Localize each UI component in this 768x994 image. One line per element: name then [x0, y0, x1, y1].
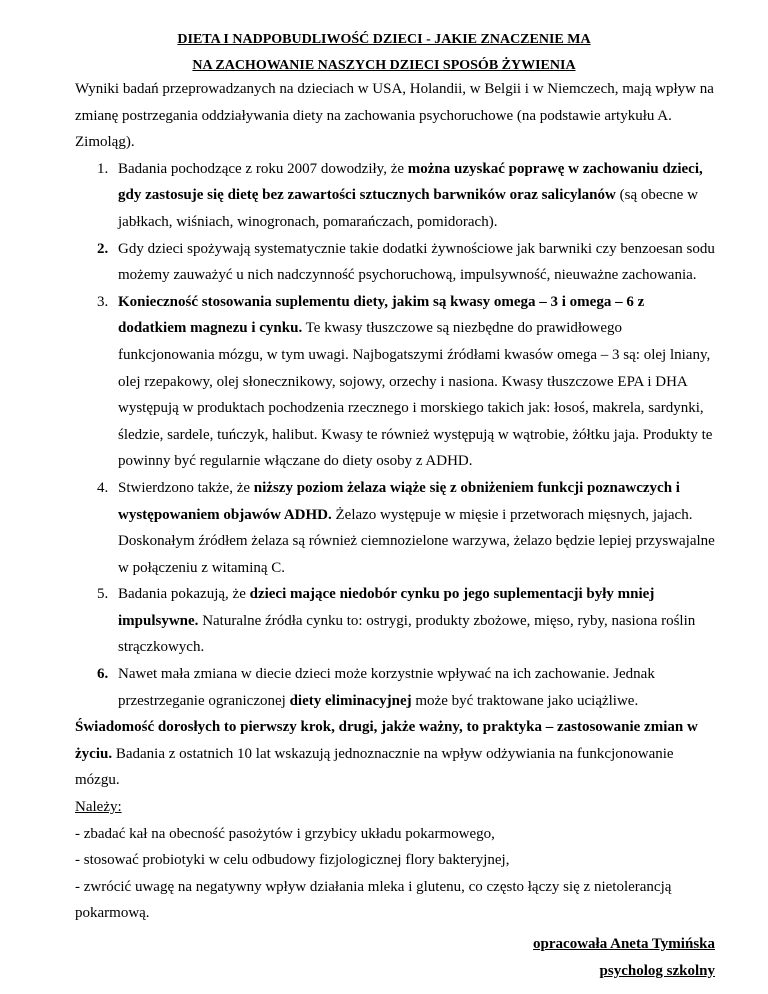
item-bold-text: Konieczność stosowania suplementu diety, jakim są kwasy omega – 3 i omega – 6 z dodatkiem magnezu i cynku.: [118, 293, 645, 337]
findings-list: [75, 156, 715, 714]
item-text: może być traktowane jako uciążliwe.: [411, 692, 639, 709]
list-number: 4.: [97, 479, 109, 496]
title-line-1: DIETA I NADPOBUDLIWOŚĆ DZIECI - JAKIE ZNACZENIE MA: [177, 32, 591, 47]
list-item: [75, 661, 715, 714]
item-text: Żelazo występuje w mięsie i przetworach mięsnych, jajach. Doskonałym źródłem żelaza są również ciemnozielone warzywa, żelazo będzie lepiej przyswajalne w połączeniu z witaminą C.: [118, 506, 715, 576]
recommendation-line: - zwrócić uwagę na negatywny wpływ działania mleka i glutenu, co często łączy się z nietolerancją pokarmową.: [75, 878, 672, 922]
summary-text: Badania z ostatnich 10 lat wskazują jednoznacznie na wpływ odżywiania na funkcjonowanie mózgu.: [75, 745, 674, 789]
item-text: Gdy dzieci spożywają systematycznie takie dodatki żywnościowe jak barwniki czy benzoesan sodu możemy zauważyć u nich nadczynność psychoruchową, impulsywność, nieuważne zachowania.: [118, 240, 715, 284]
list-item: [75, 289, 715, 475]
item-text: Nawet mała zmiana w diecie dzieci może korzystnie wpływać na ich zachowanie. Jednak przestrzeganie ograniczonej: [118, 666, 655, 709]
list-number: 1.: [97, 160, 109, 177]
item-text: (są obecne w jabłkach, wiśniach, winogronach, pomarańczach, pomidorach).: [118, 187, 698, 230]
item-bold-text: niższy poziom żelaza wiąże się z obniżeniem funkcji poznawczych i występowaniem objawów ADHD.: [118, 479, 680, 523]
item-bold-text: diety eliminacyjnej: [289, 692, 412, 709]
item-text: Badania pokazują, że: [118, 586, 250, 603]
intro-paragraph: Wyniki badań przeprowadzanych na dzieciach w USA, Holandii, w Belgii i w Niemczech, mają wpływ na zmianę postrzegania oddziaływania diety na zachowania psychoruchowe (na podstawie artykułu A. Zimoląg).: [75, 81, 714, 151]
list-number: 2.: [97, 240, 109, 257]
signature-author: opracowała Aneta Tymińska: [533, 936, 715, 952]
item-text: Naturalne źródła cynku to: ostrygi, produkty zbożowe, mięso, ryby, nasiona roślin strączkowych.: [118, 612, 696, 656]
summary-bold-text: Świadomość dorosłych to pierwszy krok, drugi, jakże ważny, to praktyka – zastosowanie zmian w życiu.: [75, 719, 698, 762]
signature-role: psycholog szkolny: [599, 962, 715, 979]
list-item: [75, 475, 715, 581]
list-item: [75, 156, 715, 236]
item-text: Te kwasy tłuszczowe są niezbędne do prawidłowego funkcjonowania mózgu, w tym uwagi. Najbogatszymi źródłami kwasów omega – 3 są: olej lniany, olej rzepakowy, olej słonecznikowy, sojowy, orzechy i nasiona. Kwasy tłuszczowe EPA i DHA występują w produktach pochodzenia rzecznego i morskiego takich jak: łosoś, makrela, sardynki, śledzie, sardele, tuńczyk, halibut. Kwasy te również występują w wątrobie, żółtku jaja. Produkty te powinny być regularnie włączane do diety osoby z ADHD.: [118, 320, 713, 470]
summary-paragraph: [75, 714, 715, 794]
list-number: 3.: [97, 293, 109, 310]
recommendation-line: - stosować probiotyki w celu odbudowy fizjologicznej flory bakteryjnej,: [75, 852, 510, 869]
item-bold-text: dzieci mające niedobór cynku po jego suplementacji były mniej impulsywne.: [118, 586, 655, 629]
recommendations-heading: Należy:: [75, 799, 122, 816]
document-body: [75, 76, 715, 984]
recommendation-line: - zbadać kał na obecność pasożytów i grzybicy układu pokarmowego,: [75, 825, 495, 842]
item-text: Stwierdzono także, że: [118, 479, 254, 496]
title-line-2: NA ZACHOWANIE NASZYCH DZIECI SPOSÓB ŻYWIENIA: [192, 58, 576, 73]
item-text: Badania pochodzące z roku 2007 dowodziły, że: [118, 160, 408, 177]
item-bold-text: można uzyskać poprawę w zachowaniu dzieci, gdy zastosuje się dietę bez zawartości sztucznych barwników oraz salicylanów: [118, 160, 703, 204]
list-number: 5.: [97, 586, 109, 603]
list-item: [75, 581, 715, 661]
list-item: [75, 236, 715, 289]
list-number: 6.: [97, 666, 109, 683]
